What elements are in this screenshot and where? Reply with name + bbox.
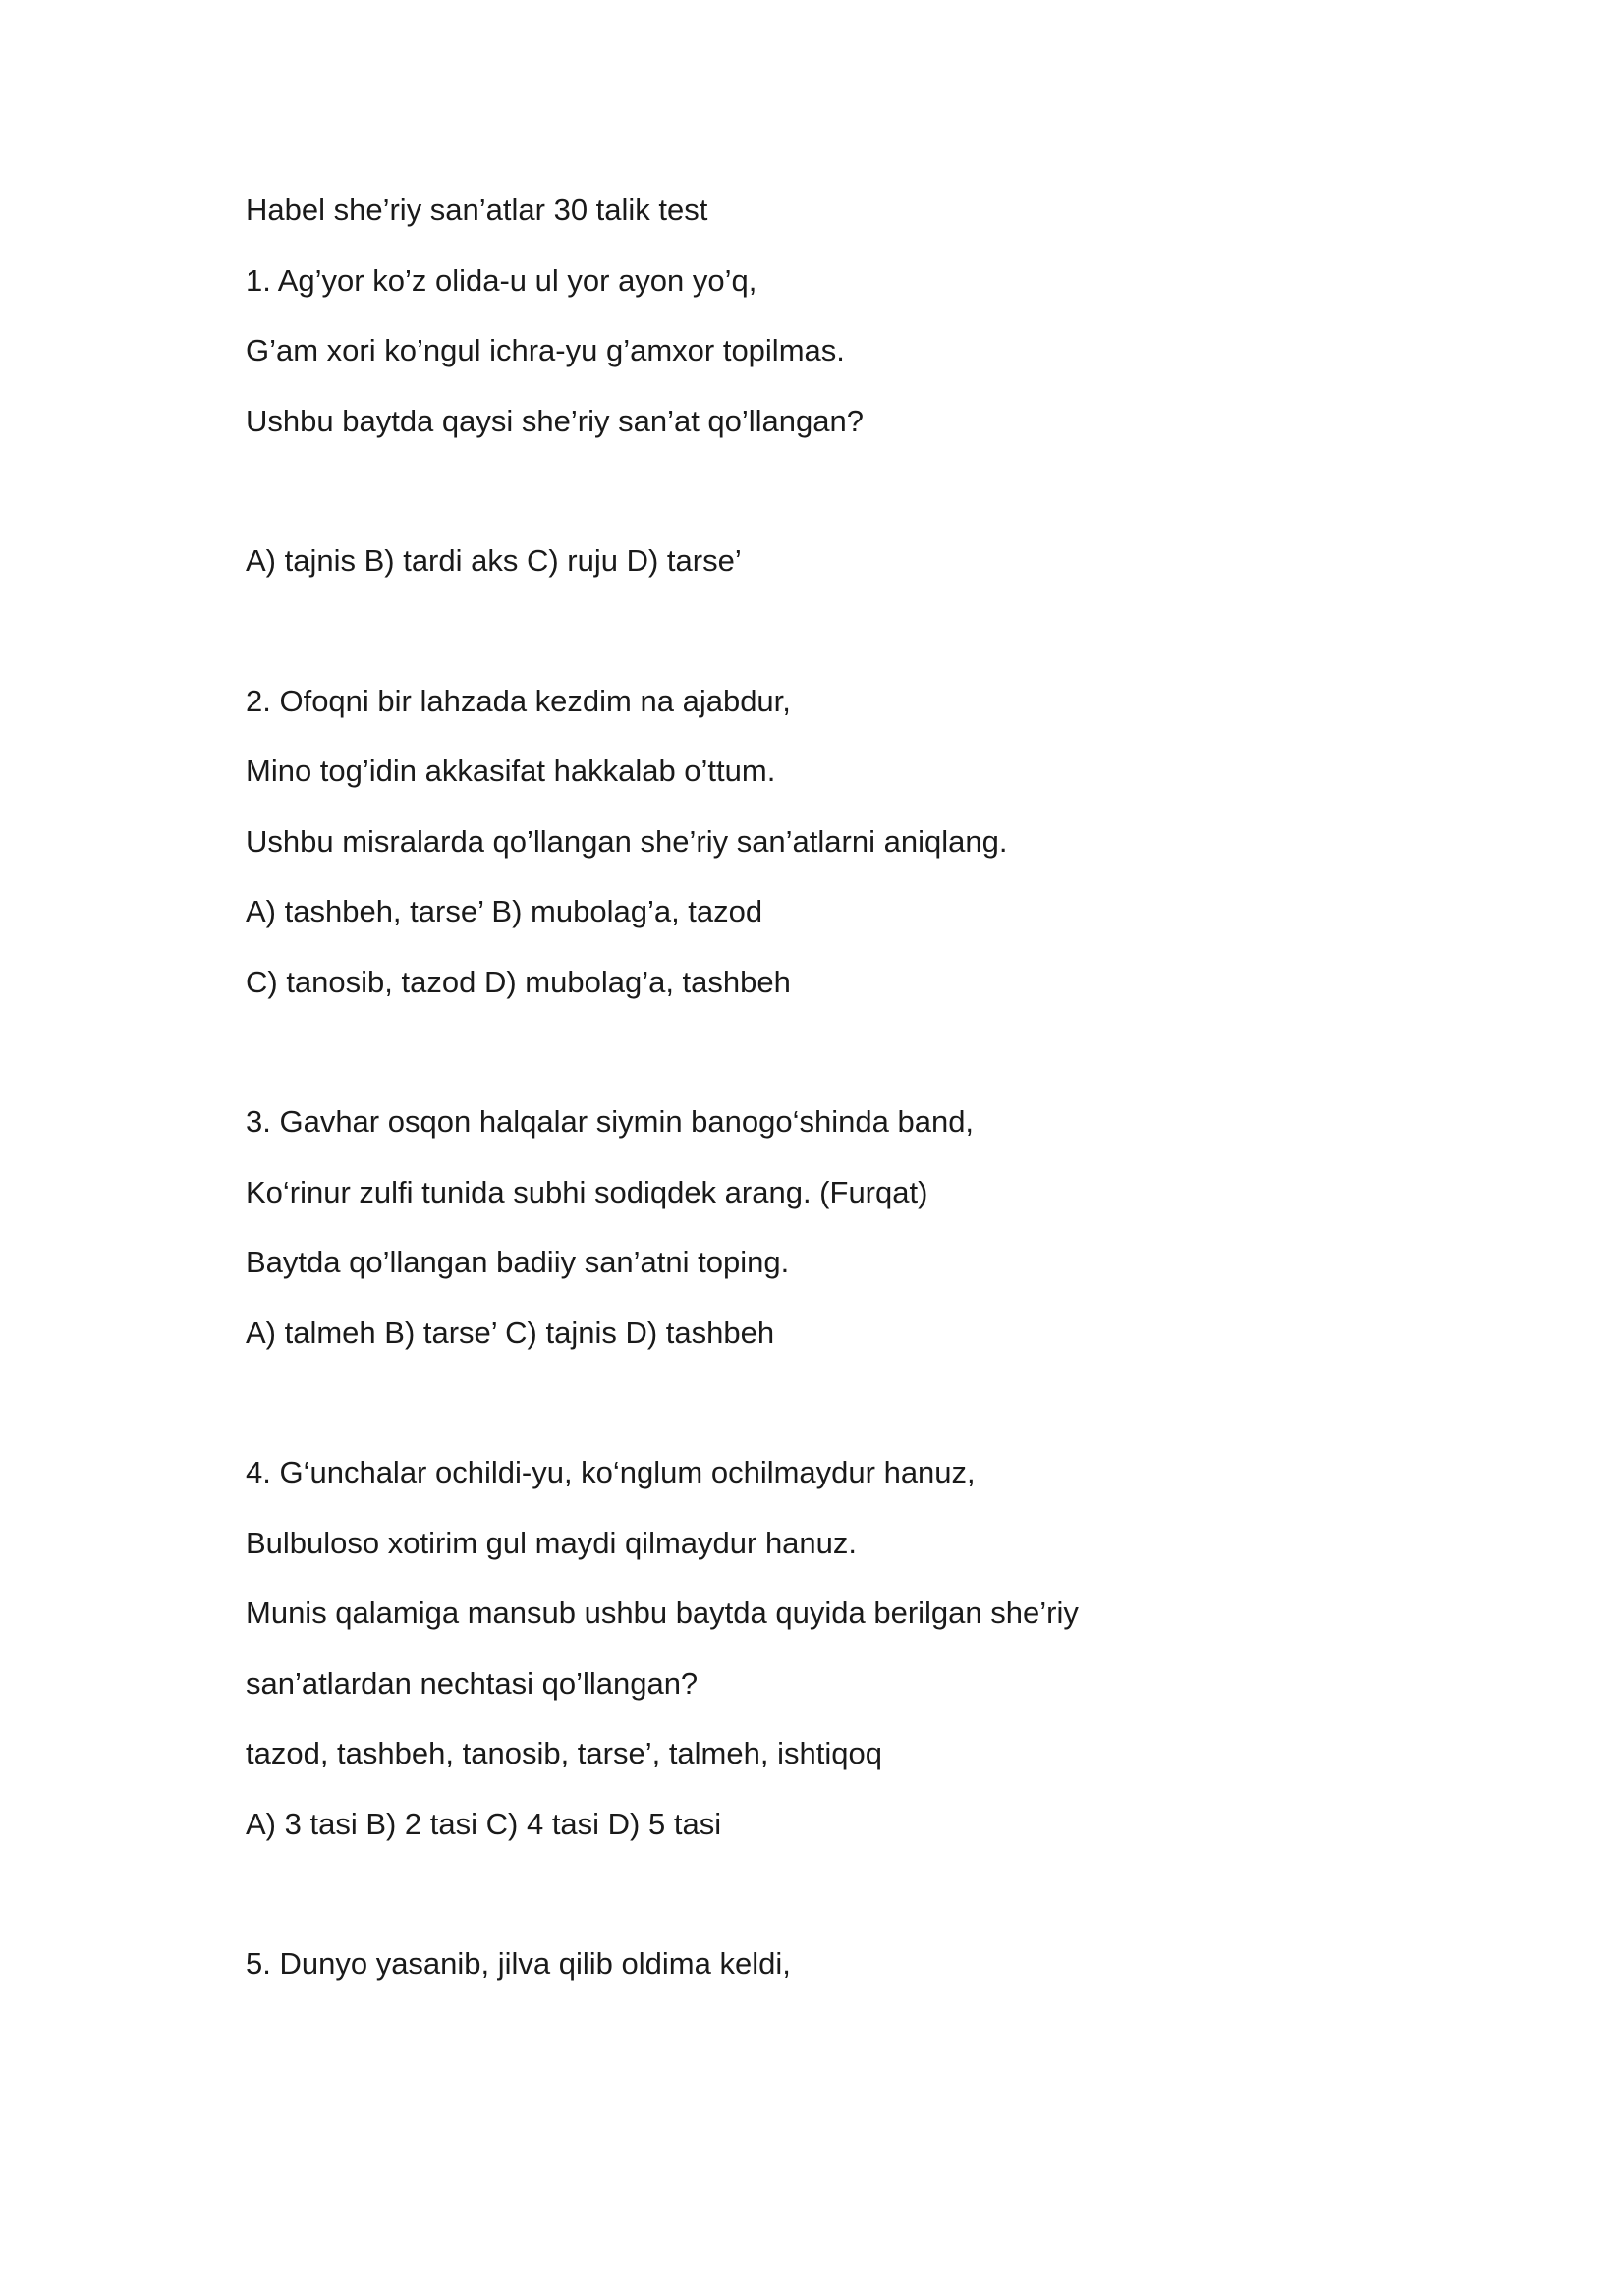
question-4	[246, 1455, 1425, 1842]
answer-options: A) 3 tasi B) 2 tasi C) 4 tasi D) 5 tasi	[246, 1806, 722, 1841]
spacer	[246, 1035, 1425, 1104]
answer-options: C) tanosib, tazod D) mubolag’a, tashbeh	[246, 964, 791, 999]
question-line: 4. G‘unchalar ochildi-yu, ko‘nglum ochilmaydur hanuz,	[246, 1455, 976, 1489]
spacer	[246, 614, 1425, 684]
question-prompt: Baytda qo’llangan badiiy san’atni toping.	[246, 1245, 790, 1279]
spacer	[246, 474, 1425, 543]
spacer	[246, 1385, 1425, 1455]
question-line: 3. Gavhar osqon halqalar siymin banogo‘shinda band,	[246, 1104, 975, 1139]
answer-options: A) talmeh B) tarse’ C) tajnis D) tashbeh	[246, 1315, 775, 1350]
answer-options: A) tajnis B) tardi aks C) ruju D) tarse’	[246, 543, 742, 578]
spacer	[246, 1876, 1425, 1946]
question-3	[246, 1104, 1425, 1351]
question-1	[246, 263, 1425, 580]
question-2	[246, 684, 1425, 1000]
question-line: Mino tog’idin akkasifat hakkalab o’ttum.	[246, 754, 776, 788]
question-prompt: Ushbu misralarda qo’llangan she’riy san’atlarni aniqlang.	[246, 823, 1008, 859]
document-body	[246, 193, 1425, 2017]
answer-options: A) tashbeh, tarse’ B) mubolag’a, tazod	[246, 894, 763, 928]
question-line: Ko‘rinur zulfi tunida subhi sodiqdek arang. (Furqat)	[246, 1174, 928, 1209]
document-title: Habel she’riy san’atlar 30 talik test	[246, 193, 708, 227]
question-line: 2. Ofoqni bir lahzada kezdim na ajabdur,	[246, 683, 791, 718]
question-prompt: Ushbu baytda qaysi she’riy san’at qo’llangan?	[246, 403, 865, 438]
question-line: 5. Dunyo yasanib, jilva qilib oldima keldi,	[246, 1946, 791, 1981]
question-prompt: Munis qalamiga mansub ushbu baytda quyida berilgan she’riy	[246, 1596, 1079, 1630]
question-line: Bulbuloso xotirim gul maydi qilmaydur hanuz.	[246, 1525, 858, 1560]
question-line: 1. Ag’yor ko’z olida-u ul yor ayon yo’q,	[246, 262, 757, 298]
question-5	[246, 1946, 1425, 1982]
question-line: G’am xori ko’ngul ichra-yu g’amxor topilmas.	[246, 333, 845, 367]
question-prompt: san’atlardan nechtasi qo’llangan?	[246, 1665, 699, 1701]
question-list: tazod, tashbeh, tanosib, tarse’, talmeh, ishtiqoq	[246, 1736, 882, 1770]
